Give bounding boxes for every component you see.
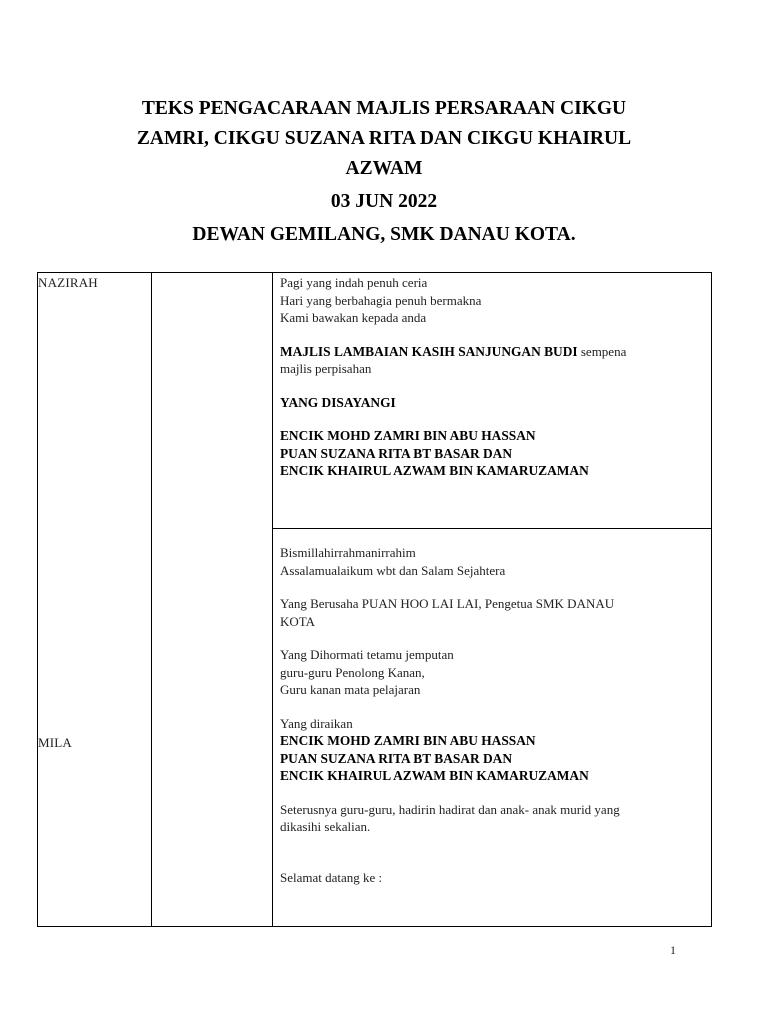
script-line: Yang diraikan — [280, 715, 353, 731]
speaker-mila: MILA — [38, 735, 73, 750]
event-name-line — [280, 343, 703, 361]
script-line: Seterusnya guru-guru, hadirin hadirat dan anak- anak murid yang — [280, 801, 620, 817]
script-line: Bismillahirrahmanirrahim — [280, 545, 416, 560]
title-date: 03 JUN 2022 — [330, 191, 438, 212]
script-line: Yang Berusaha PUAN HOO LAI LAI, Pengetua SMK DANAU — [280, 596, 615, 611]
script-table — [37, 272, 712, 927]
honoree-name: ENCIK KHAIRUL AZWAM BIN KAMARUZAMAN — [280, 463, 589, 478]
title-line-1: TEKS PENGACARAAN MAJLIS PERSARAAN CIKGU — [141, 98, 627, 119]
script-line: Hari yang berbahagia penuh bermakna — [280, 292, 482, 308]
honoree-name: ENCIK MOHD ZAMRI BIN ABU HASSAN — [280, 733, 536, 748]
script-line: Assalamualaikum wbt dan Salam Sejahtera — [280, 562, 506, 578]
script-line: Kami bawakan kepada anda — [280, 310, 427, 325]
script-line: Pagi yang indah penuh ceria — [280, 275, 428, 290]
title-line-2: ZAMRI, CIKGU SUZANA RITA DAN CIKGU KHAIRUL — [136, 128, 632, 149]
script-line: majlis perpisahan — [280, 361, 372, 376]
script-line: dikasihi sekalian. — [280, 819, 371, 834]
script-line: Guru kanan mata pelajaran — [280, 682, 421, 697]
column-divider-2 — [272, 273, 273, 926]
script-cell-opening — [280, 274, 703, 480]
title-venue: DEWAN GEMILANG, SMK DANAU KOTA. — [192, 224, 576, 245]
honoree-name: PUAN SUZANA RITA BT BASAR DAN — [280, 750, 513, 766]
honoree-name: ENCIK MOHD ZAMRI BIN ABU HASSAN — [280, 428, 536, 443]
script-line: Yang Dihormati tetamu jemputan — [280, 647, 454, 662]
speaker-nazirah: NAZIRAH — [38, 275, 98, 290]
title-line-3: AZWAM — [345, 158, 423, 179]
honoree-name: ENCIK KHAIRUL AZWAM BIN KAMARUZAMAN — [280, 768, 589, 783]
column-divider-1 — [151, 273, 152, 926]
script-line: guru-guru Penolong Kanan, — [280, 664, 425, 680]
document-title — [40, 94, 728, 250]
row-divider — [272, 528, 711, 529]
beloved-heading: YANG DISAYANGI — [280, 394, 396, 410]
page-number: 1 — [670, 943, 676, 957]
honoree-name: PUAN SUZANA RITA BT BASAR DAN — [280, 445, 513, 461]
script-cell-greeting — [280, 544, 703, 886]
script-line: Selamat datang ke : — [280, 869, 383, 885]
script-line: KOTA — [280, 613, 316, 629]
event-name: MAJLIS LAMBAIAN KASIH SANJUNGAN BUDI — [280, 343, 578, 359]
event-name-suffix: sempena — [577, 343, 627, 359]
